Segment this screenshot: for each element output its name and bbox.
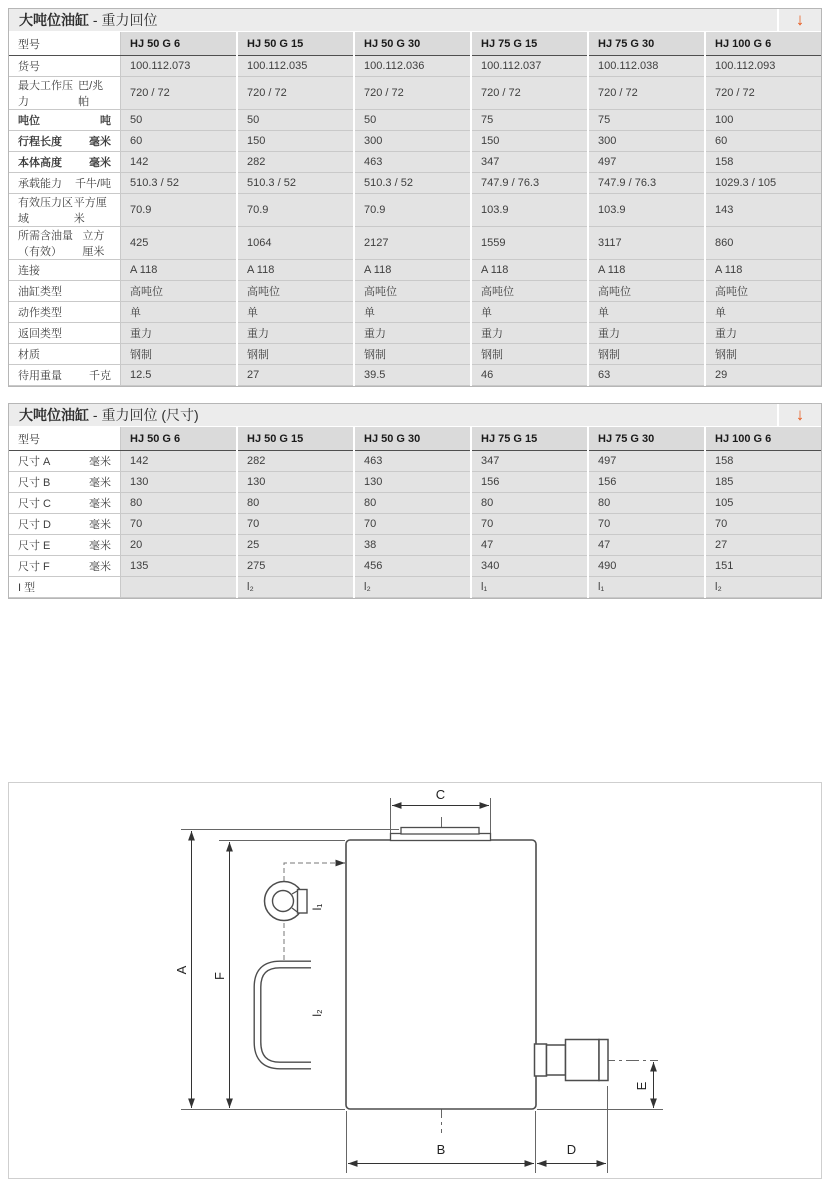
row-label-cell — [9, 535, 121, 556]
row-unit: 毫米 — [89, 136, 111, 148]
value-cell: 70 — [705, 514, 821, 535]
row-label: 尺寸 C — [18, 498, 51, 510]
row-label: 返回类型 — [18, 328, 62, 340]
value-cell: 60 — [121, 131, 238, 152]
value-cell: 70.9 — [354, 194, 471, 227]
row-label-cell — [9, 514, 121, 535]
value-cell: 130 — [121, 472, 238, 493]
value-cell: 20 — [121, 535, 238, 556]
table2-title — [9, 404, 777, 426]
value-cell: 50 — [237, 110, 354, 131]
table-row — [9, 451, 821, 472]
column-header: HJ 50 G 30 — [354, 427, 471, 451]
row-label: 尺寸 D — [18, 519, 51, 531]
value-cell: 重力 — [237, 323, 354, 344]
value-cell: 151 — [705, 556, 821, 577]
value-cell: 高吨位 — [705, 281, 821, 302]
table-row — [9, 556, 821, 577]
row-unit: 平方厘米 — [73, 197, 107, 225]
model-header: 型号 — [9, 427, 121, 451]
row-label: 动作类型 — [18, 307, 62, 319]
value-cell: 720 / 72 — [705, 77, 821, 110]
row-label: 尺寸 A — [18, 456, 51, 468]
row-label-cell — [9, 110, 121, 131]
value-cell: 156 — [471, 472, 588, 493]
value-cell: 300 — [588, 131, 705, 152]
value-cell: 456 — [354, 556, 471, 577]
column-header: HJ 50 G 6 — [121, 32, 238, 56]
row-label: 尺寸 F — [18, 561, 50, 573]
value-cell: 39.5 — [354, 365, 471, 386]
row-unit: 毫米 — [89, 498, 111, 510]
value-cell: 25 — [237, 535, 354, 556]
cylinder-dimension-diagram — [8, 782, 822, 1179]
value-cell: 143 — [705, 194, 821, 227]
row-unit: 巴/兆帕 — [78, 80, 104, 108]
row-label-cell — [9, 131, 121, 152]
value-cell: 46 — [471, 365, 588, 386]
table-row — [9, 323, 821, 344]
column-header: HJ 50 G 15 — [237, 32, 354, 56]
value-cell: 300 — [354, 131, 471, 152]
value-cell: 高吨位 — [354, 281, 471, 302]
value-cell: 27 — [705, 535, 821, 556]
value-cell: 158 — [705, 451, 821, 472]
row-label: 吨位 — [18, 115, 40, 127]
row-label-cell — [9, 227, 121, 260]
spec-table-block-1 — [8, 8, 822, 387]
dimension-label-f: F — [212, 972, 227, 980]
table-row — [9, 260, 821, 281]
row-unit: 毫米 — [89, 477, 111, 489]
value-cell: 185 — [705, 472, 821, 493]
value-cell: 720 / 72 — [471, 77, 588, 110]
row-label: 承载能力 — [18, 178, 62, 190]
value-cell: 70 — [237, 514, 354, 535]
spec-table-1 — [9, 32, 821, 386]
row-label: 所需含油量（有效） — [18, 230, 73, 258]
value-cell: 单 — [237, 302, 354, 323]
value-cell: 347 — [471, 152, 588, 173]
value-cell: A 118 — [121, 260, 238, 281]
table-row — [9, 577, 821, 598]
row-label: 最大工作压力 — [18, 80, 73, 108]
table1-title — [9, 9, 777, 31]
value-cell: 重力 — [121, 323, 238, 344]
value-cell: 282 — [237, 152, 354, 173]
table1-title-variant: - 重力回位 — [89, 12, 158, 28]
dimension-label-a: A — [174, 965, 189, 975]
value-cell: 720 / 72 — [121, 77, 238, 110]
cylinder-body — [346, 840, 536, 1109]
value-cell: 钢制 — [354, 344, 471, 365]
table-row — [9, 194, 821, 227]
value-cell: 80 — [471, 493, 588, 514]
row-label-cell — [9, 556, 121, 577]
spec-table-2 — [9, 427, 821, 598]
value-cell: 860 — [705, 227, 821, 260]
value-cell: l₂ — [705, 577, 821, 598]
table2-title-bar — [9, 404, 821, 427]
row-label-cell — [9, 493, 121, 514]
value-cell: A 118 — [354, 260, 471, 281]
value-cell: 50 — [121, 110, 238, 131]
value-cell: 720 / 72 — [237, 77, 354, 110]
dimension-label-l2: l₂ — [310, 1009, 324, 1017]
value-cell — [121, 577, 238, 598]
value-cell: 275 — [237, 556, 354, 577]
value-cell: 720 / 72 — [588, 77, 705, 110]
row-unit: 千克 — [89, 370, 111, 382]
port-fitting — [535, 1040, 609, 1081]
value-cell: 510.3 / 52 — [354, 173, 471, 194]
value-cell: 747.9 / 76.3 — [471, 173, 588, 194]
value-cell: 高吨位 — [588, 281, 705, 302]
row-unit: 千牛/吨 — [74, 178, 111, 190]
table1-title-bar — [9, 9, 821, 32]
row-label-cell — [9, 281, 121, 302]
value-cell: 490 — [588, 556, 705, 577]
l1-leader — [284, 863, 337, 881]
column-header: HJ 100 G 6 — [705, 32, 821, 56]
table-row — [9, 472, 821, 493]
value-cell: 150 — [471, 131, 588, 152]
row-label: 油缸类型 — [18, 286, 62, 298]
dimension-label-d: D — [566, 1142, 577, 1157]
dimension-label-b: B — [436, 1142, 446, 1157]
row-label-cell — [9, 344, 121, 365]
row-label-cell — [9, 194, 121, 227]
value-cell: 单 — [705, 302, 821, 323]
table2-download-arrow-icon[interactable]: ↓ — [777, 404, 821, 426]
row-label: 材质 — [18, 349, 40, 361]
column-header: HJ 75 G 15 — [471, 32, 588, 56]
handle-icon — [258, 965, 312, 1066]
value-cell: 158 — [705, 152, 821, 173]
column-header: HJ 100 G 6 — [705, 427, 821, 451]
row-label-cell — [9, 302, 121, 323]
value-cell: 38 — [354, 535, 471, 556]
row-label-cell — [9, 77, 121, 110]
row-label-cell — [9, 260, 121, 281]
saddle-top — [401, 828, 479, 835]
row-label: 连接 — [18, 265, 40, 277]
row-label-cell — [9, 173, 121, 194]
value-cell: 70 — [471, 514, 588, 535]
row-unit: 毫米 — [89, 519, 111, 531]
value-cell: 105 — [705, 493, 821, 514]
value-cell: 27 — [237, 365, 354, 386]
row-unit: 立方厘米 — [82, 230, 105, 258]
value-cell: 47 — [471, 535, 588, 556]
value-cell: 497 — [588, 451, 705, 472]
value-cell: 510.3 / 52 — [237, 173, 354, 194]
value-cell: 高吨位 — [471, 281, 588, 302]
table1-download-arrow-icon[interactable]: ↓ — [777, 9, 821, 31]
value-cell: 100 — [705, 110, 821, 131]
column-header: HJ 50 G 15 — [237, 427, 354, 451]
value-cell: 80 — [121, 493, 238, 514]
value-cell: 70.9 — [237, 194, 354, 227]
value-cell: 60 — [705, 131, 821, 152]
value-cell: 单 — [471, 302, 588, 323]
value-cell: 47 — [588, 535, 705, 556]
spec-table-block-2 — [8, 403, 822, 599]
table-row — [9, 493, 821, 514]
value-cell: 720 / 72 — [354, 77, 471, 110]
value-cell: 单 — [354, 302, 471, 323]
row-label-cell — [9, 323, 121, 344]
column-header: HJ 75 G 15 — [471, 427, 588, 451]
value-cell: 463 — [354, 451, 471, 472]
row-label: 行程长度 — [18, 136, 62, 148]
dimension-label-c: C — [435, 787, 446, 802]
value-cell: l₁ — [471, 577, 588, 598]
value-cell: 75 — [588, 110, 705, 131]
row-unit: 毫米 — [89, 157, 111, 169]
value-cell: 单 — [121, 302, 238, 323]
table-row — [9, 110, 821, 131]
column-header: HJ 75 G 30 — [588, 427, 705, 451]
row-label-cell — [9, 152, 121, 173]
table-row — [9, 227, 821, 260]
value-cell: 75 — [471, 110, 588, 131]
table-row — [9, 302, 821, 323]
value-cell: 142 — [121, 451, 238, 472]
table-row — [9, 77, 821, 110]
row-unit: 毫米 — [89, 540, 111, 552]
table-row — [9, 173, 821, 194]
value-cell: 1559 — [471, 227, 588, 260]
value-cell: 510.3 / 52 — [121, 173, 238, 194]
value-cell: 1029.3 / 105 — [705, 173, 821, 194]
value-cell: 156 — [588, 472, 705, 493]
row-unit: 毫米 — [89, 561, 111, 573]
value-cell: 63 — [588, 365, 705, 386]
row-label-cell — [9, 451, 121, 472]
value-cell: 100.112.093 — [705, 56, 821, 77]
value-cell: A 118 — [705, 260, 821, 281]
value-cell: 282 — [237, 451, 354, 472]
table-row — [9, 152, 821, 173]
table-row — [9, 344, 821, 365]
value-cell: l₂ — [237, 577, 354, 598]
value-cell: 70 — [588, 514, 705, 535]
value-cell: 100.112.035 — [237, 56, 354, 77]
value-cell: 80 — [588, 493, 705, 514]
value-cell: 70.9 — [121, 194, 238, 227]
row-label: 有效压力区域 — [18, 197, 73, 225]
value-cell: 130 — [354, 472, 471, 493]
value-cell: 747.9 / 76.3 — [588, 173, 705, 194]
value-cell: 重力 — [588, 323, 705, 344]
value-cell: 130 — [237, 472, 354, 493]
value-cell: l₁ — [588, 577, 705, 598]
value-cell: 100.112.036 — [354, 56, 471, 77]
value-cell: 50 — [354, 110, 471, 131]
row-label-cell — [9, 472, 121, 493]
value-cell: 3117 — [588, 227, 705, 260]
value-cell: 高吨位 — [237, 281, 354, 302]
value-cell: 100.112.037 — [471, 56, 588, 77]
value-cell: 钢制 — [121, 344, 238, 365]
value-cell: A 118 — [237, 260, 354, 281]
value-cell: 463 — [354, 152, 471, 173]
value-cell: l₂ — [354, 577, 471, 598]
value-cell: 重力 — [471, 323, 588, 344]
value-cell: 347 — [471, 451, 588, 472]
row-unit: 毫米 — [89, 456, 111, 468]
value-cell: 100.112.073 — [121, 56, 238, 77]
value-cell: 重力 — [354, 323, 471, 344]
row-label: I 型 — [18, 582, 36, 594]
value-cell: 钢制 — [705, 344, 821, 365]
model-header: 型号 — [9, 32, 121, 56]
value-cell: 12.5 — [121, 365, 238, 386]
dimension-label-e: E — [634, 1081, 649, 1091]
table2-title-product: 大吨位油缸 — [19, 407, 89, 423]
value-cell: 高吨位 — [121, 281, 238, 302]
value-cell: 100.112.038 — [588, 56, 705, 77]
value-cell: 钢制 — [471, 344, 588, 365]
row-label: 本体高度 — [18, 157, 62, 169]
value-cell: 80 — [237, 493, 354, 514]
row-unit: 吨 — [100, 115, 111, 127]
dimension-label-l1: l₁ — [310, 903, 324, 911]
value-cell: 340 — [471, 556, 588, 577]
column-header: HJ 50 G 30 — [354, 32, 471, 56]
value-cell: 钢制 — [588, 344, 705, 365]
table1-title-product: 大吨位油缸 — [19, 12, 89, 28]
value-cell: 497 — [588, 152, 705, 173]
value-cell: 425 — [121, 227, 238, 260]
value-cell: 150 — [237, 131, 354, 152]
value-cell: 重力 — [705, 323, 821, 344]
column-header: HJ 50 G 6 — [121, 427, 238, 451]
value-cell: 1064 — [237, 227, 354, 260]
value-cell: 29 — [705, 365, 821, 386]
row-label: 尺寸 B — [18, 477, 51, 489]
column-header: HJ 75 G 30 — [588, 32, 705, 56]
lifting-eye-icon — [265, 882, 308, 921]
table-row — [9, 131, 821, 152]
value-cell: 70 — [354, 514, 471, 535]
row-label: 货号 — [18, 61, 40, 73]
value-cell: A 118 — [588, 260, 705, 281]
table-row — [9, 365, 821, 386]
value-cell: 钢制 — [237, 344, 354, 365]
table2-title-variant: - 重力回位 (尺寸) — [89, 407, 199, 423]
value-cell: 103.9 — [471, 194, 588, 227]
row-label-cell — [9, 56, 121, 77]
value-cell: 142 — [121, 152, 238, 173]
table-row — [9, 514, 821, 535]
row-label-cell — [9, 365, 121, 386]
value-cell: 2127 — [354, 227, 471, 260]
value-cell: A 118 — [471, 260, 588, 281]
table-row — [9, 535, 821, 556]
table-row — [9, 56, 821, 77]
value-cell: 103.9 — [588, 194, 705, 227]
value-cell: 单 — [588, 302, 705, 323]
value-cell: 70 — [121, 514, 238, 535]
value-cell: 135 — [121, 556, 238, 577]
value-cell: 80 — [354, 493, 471, 514]
table-row — [9, 281, 821, 302]
row-label: 待用重量 — [18, 370, 62, 382]
row-label: 尺寸 E — [18, 540, 51, 552]
row-label-cell — [9, 577, 121, 598]
